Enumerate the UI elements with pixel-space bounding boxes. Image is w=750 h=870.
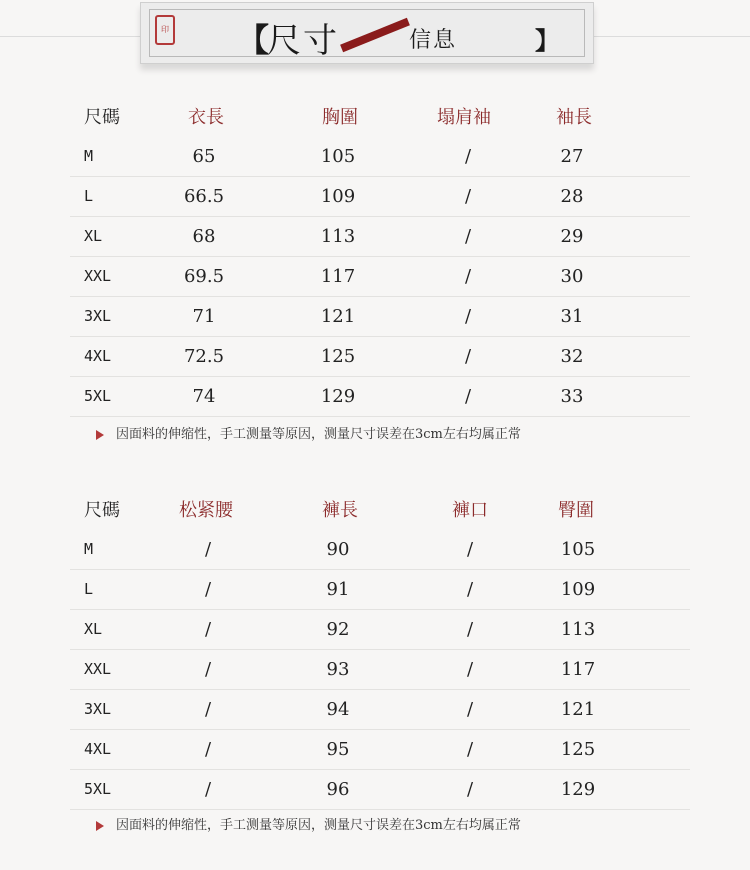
row-value: / (466, 619, 474, 640)
row-size-label: XXL (84, 267, 112, 285)
bottom-size-table (70, 491, 690, 810)
banner-title: 尺寸 (267, 21, 339, 61)
table-row (70, 177, 690, 217)
row-value: 74 (192, 386, 216, 407)
row-size-label: 5XL (84, 780, 112, 798)
table-row (70, 610, 690, 650)
row-value: 117 (560, 659, 596, 680)
header-size: 尺碼 (84, 107, 120, 128)
row-value: / (204, 699, 212, 720)
row-value: 91 (326, 579, 350, 600)
row-value: 28 (560, 186, 584, 207)
row-value: 125 (560, 739, 596, 760)
row-value: / (466, 779, 474, 800)
top-size-table (70, 98, 690, 417)
header-pant-length: 褲長 (322, 500, 358, 521)
banner-bracket-left: 【 (237, 21, 270, 59)
row-value: / (466, 739, 474, 760)
table-header (70, 98, 690, 137)
table-row (70, 257, 690, 297)
table-row (70, 530, 690, 570)
row-value: 96 (326, 779, 350, 800)
row-value: 129 (320, 386, 356, 407)
row-size-label: XXL (84, 660, 112, 678)
table-row (70, 570, 690, 610)
banner-subtitle: 信息 (409, 28, 458, 53)
row-value: 105 (560, 539, 596, 560)
note-text: 因面料的伸缩性，手工测量等原因，测量尺寸误差在3cm左右均属正常 (116, 818, 521, 833)
row-value: / (204, 739, 212, 760)
row-value: / (464, 346, 472, 367)
row-value: 121 (320, 306, 356, 327)
row-value: / (464, 386, 472, 407)
row-size-label: M (84, 540, 94, 558)
row-value: 129 (560, 779, 596, 800)
row-value: / (464, 266, 472, 287)
banner-bracket-right: 】 (535, 26, 559, 55)
section-banner (140, 2, 594, 64)
row-value: / (204, 659, 212, 680)
row-value: 32 (560, 346, 584, 367)
banner-left-line (0, 36, 140, 37)
row-size-label: L (84, 580, 94, 598)
row-value: / (204, 539, 212, 560)
row-value: 113 (560, 619, 596, 640)
row-value: / (464, 146, 472, 167)
table-row (70, 137, 690, 177)
row-value: 94 (326, 699, 350, 720)
row-size-label: M (84, 147, 94, 165)
row-value: / (204, 619, 212, 640)
row-size-label: 4XL (84, 740, 112, 758)
row-value: 109 (560, 579, 596, 600)
table-row (70, 377, 690, 417)
row-value: 105 (320, 146, 356, 167)
row-value: / (204, 779, 212, 800)
table-header (70, 491, 690, 530)
row-value: / (466, 539, 474, 560)
header-size: 尺碼 (84, 500, 120, 521)
row-value: / (204, 579, 212, 600)
row-value: 113 (320, 226, 356, 247)
row-value: / (464, 306, 472, 327)
header-hip: 臀圍 (558, 500, 594, 521)
row-value: 95 (326, 739, 350, 760)
row-value: 72.5 (183, 346, 225, 367)
row-size-label: 5XL (84, 387, 112, 405)
row-value: / (466, 659, 474, 680)
header-length: 衣長 (188, 107, 224, 128)
header-elastic-waist: 松紧腰 (179, 500, 233, 521)
row-value: 90 (326, 539, 350, 560)
header-drop-shoulder: 塌肩袖 (437, 107, 491, 128)
table-row (70, 217, 690, 257)
table-row (70, 730, 690, 770)
table-row (70, 337, 690, 377)
row-size-label: XL (84, 620, 103, 638)
row-value: 33 (560, 386, 584, 407)
row-value: / (464, 226, 472, 247)
seal-icon: 印 (155, 15, 175, 45)
header-chest: 胸圍 (322, 107, 358, 128)
table-row (70, 650, 690, 690)
size-note (96, 814, 521, 833)
row-value: 121 (560, 699, 596, 720)
row-value: / (464, 186, 472, 207)
row-value: 30 (560, 266, 584, 287)
row-size-label: 3XL (84, 700, 112, 718)
header-sleeve: 袖長 (556, 107, 592, 128)
note-text: 因面料的伸缩性，手工测量等原因，测量尺寸误差在3cm左右均属正常 (116, 427, 521, 442)
row-value: 69.5 (183, 266, 225, 287)
row-value: / (466, 699, 474, 720)
row-value: 29 (560, 226, 584, 247)
triangle-bullet-icon (96, 821, 104, 831)
row-value: 31 (560, 306, 584, 327)
row-value: 68 (192, 226, 216, 247)
row-size-label: 4XL (84, 347, 112, 365)
row-size-label: XL (84, 227, 103, 245)
row-value: 109 (320, 186, 356, 207)
row-size-label: L (84, 187, 94, 205)
row-value: 71 (192, 306, 216, 327)
row-value: 27 (560, 146, 584, 167)
row-value: 125 (320, 346, 356, 367)
banner-right-line (593, 36, 750, 37)
row-value: 66.5 (183, 186, 225, 207)
table-row (70, 770, 690, 810)
row-value: 93 (326, 659, 350, 680)
row-value: / (466, 579, 474, 600)
row-value: 117 (320, 266, 356, 287)
row-value: 65 (192, 146, 216, 167)
triangle-bullet-icon (96, 430, 104, 440)
header-leg-opening: 褲口 (452, 500, 488, 521)
table-row (70, 690, 690, 730)
table-row (70, 297, 690, 337)
row-value: 92 (326, 619, 350, 640)
size-note (96, 423, 521, 442)
row-size-label: 3XL (84, 307, 112, 325)
